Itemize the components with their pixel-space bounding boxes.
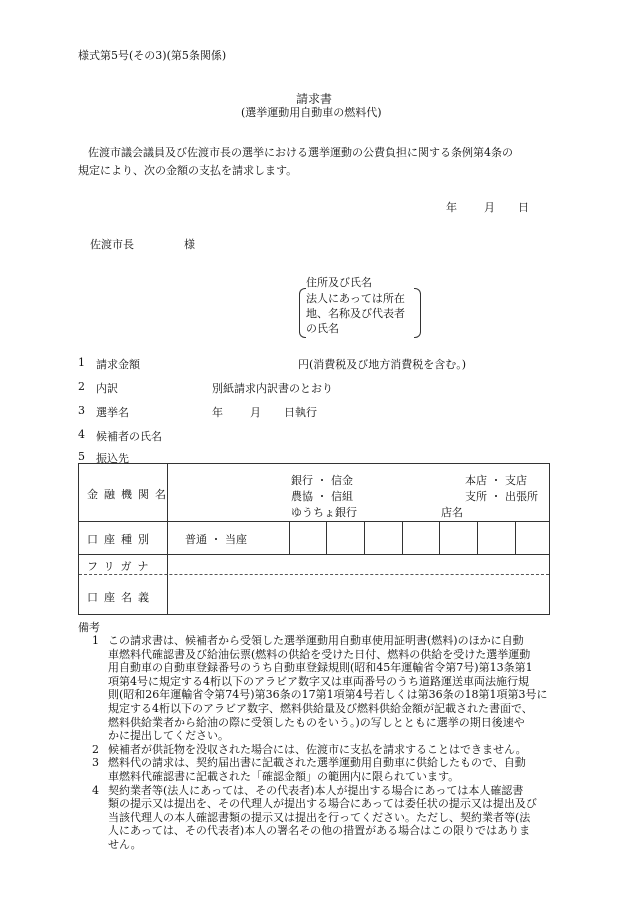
note1-line: 項第4号に規定する4桁以下のアラビア数字又は車両番号のうち道路運送車両法施行規	[108, 674, 529, 688]
note1-line: 則(昭和26年運輸省令第74号)第36条の17第1項第4号若しくは第36条の18第1項第3号に	[108, 688, 548, 702]
note4-line: 類の提示又は提出を、その代理人が提出する場合にあっては委任状の提示又は提出及び	[108, 797, 537, 811]
date-month-label: 月	[484, 201, 495, 214]
account-number-divider	[326, 521, 327, 554]
item3-label: 選挙名	[96, 406, 129, 419]
item2-label: 内訳	[96, 382, 118, 395]
applicant-paren-line1: 法人にあっては所在	[306, 292, 405, 305]
branch-type-line2: 支所 ・ 出張所	[465, 490, 538, 503]
intro-text-line1: 佐渡市議会議員及び佐渡市長の選挙における選挙運動の公費負担に関する条例第4条の	[88, 146, 513, 159]
item1-label: 請求金額	[96, 358, 140, 371]
form-identifier: 様式第5号(その3)(第5条関係)	[78, 49, 227, 62]
note3-line: 車燃料代確認書に記載された「確認金額」の範囲内に限られています。	[108, 770, 460, 783]
note2-number: 2	[92, 742, 99, 756]
applicant-paren-left	[299, 288, 306, 338]
item2-value: 別紙請求内訳書のとおり	[212, 382, 333, 395]
furigana-label: フリガナ	[87, 560, 155, 573]
item1-number: 1	[78, 356, 85, 369]
note1-line: かに提出してください。	[108, 729, 229, 743]
institution-type-line2: 農協 ・ 信組	[291, 490, 353, 503]
note1-line: 用自動車の自動車登録番号のうち自動車登録規則(昭和45年運輸省令第7号)第13条第1	[108, 661, 533, 675]
applicant-paren-line3: の氏名	[306, 322, 339, 335]
item4-number: 4	[78, 428, 85, 441]
item3-number: 3	[78, 404, 85, 417]
applicant-paren-line2: 地、名称及び代表者	[306, 307, 405, 320]
note4-number: 4	[92, 783, 99, 797]
account-number-divider	[289, 521, 290, 554]
account-number-divider	[439, 521, 440, 554]
item5-label: 振込先	[96, 452, 129, 465]
note4-line: 契約業者等(法人にあっては、その代表者)本人が提出する場合にあっては本人確認書	[108, 783, 524, 797]
note1-line: この請求書は、候補者から受領した選挙運動用自動車使用証明書(燃料)のほかに自動	[108, 634, 524, 647]
institution-type-line3: ゆうちょ銀行	[291, 506, 357, 519]
note3-line: 燃料代の請求は、契約届出書に記載された選挙運動用自動車に供給したもので、自動	[108, 756, 526, 770]
account-name-label: 口座名義	[87, 591, 155, 604]
addressee-name: 佐渡市長	[90, 238, 134, 251]
item5-number: 5	[78, 450, 85, 463]
row-divider-dashed	[79, 574, 549, 575]
note2-line: 候補者が供託物を没収された場合には、佐渡市に支払を請求することはできません。	[108, 742, 527, 756]
note1-line: 規定する4桁以下のアラビア数字、燃料供給量及び燃料供給金額が記載された書面で、	[108, 702, 533, 715]
note1-line: 燃料供給業者から給油の際に受領したものをいう。)の写しとともに選挙の期日後速や	[108, 715, 525, 729]
row-divider-1	[79, 521, 549, 522]
item3-month-label: 月	[250, 406, 261, 419]
document-title: 請求書	[296, 92, 333, 106]
branch-name-label: 店名	[441, 506, 463, 519]
item1-value: 円(消費税及び地方消費税を含む。)	[298, 358, 467, 371]
branch-type-line1: 本店 ・ 支店	[465, 474, 527, 487]
account-number-divider	[515, 521, 516, 554]
note4-line: せん。	[108, 838, 142, 851]
account-number-divider	[477, 521, 478, 554]
note3-number: 3	[92, 756, 99, 770]
item2-number: 2	[78, 380, 85, 393]
note4-line: 人にあっては、その代表者)本人の署名その他の措置がある場合はこの限りではありま	[108, 824, 531, 838]
note1-number: 1	[92, 634, 99, 647]
notes-heading: 備考	[78, 621, 100, 634]
item3-day-label: 日執行	[284, 406, 317, 419]
applicant-paren-right	[414, 288, 421, 338]
item4-label: 候補者の氏名	[96, 430, 162, 443]
account-number-divider	[402, 521, 403, 554]
document-subtitle: (選挙運動用自動車の燃料代)	[241, 106, 382, 119]
bank-transfer-table	[78, 463, 550, 615]
applicant-label: 住所及び氏名	[306, 276, 372, 289]
row-divider-2	[79, 554, 549, 555]
account-type-options: 普通 ・ 当座	[185, 533, 247, 546]
addressee-honorific: 様	[184, 238, 195, 251]
institution-type-line1: 銀行 ・ 信金	[291, 474, 353, 487]
institution-name-label: 金融機関名	[87, 488, 172, 501]
intro-text-line2: 規定により、次の金額の支払を請求します。	[78, 164, 298, 177]
item3-year-label: 年	[212, 406, 223, 419]
note4-line: 当該代理人の本人確認書類の提示又は提出を行ってください。ただし、契約業者等(法	[108, 810, 531, 824]
note1-line: 車燃料代確認書及び給油伝票(燃料の供給を受けた日付、燃料の供給を受けた選挙運動	[108, 647, 531, 661]
date-year-label: 年	[446, 201, 457, 214]
date-day-label: 日	[518, 201, 529, 214]
account-type-label: 口座種別	[87, 533, 155, 546]
account-number-divider	[364, 521, 365, 554]
